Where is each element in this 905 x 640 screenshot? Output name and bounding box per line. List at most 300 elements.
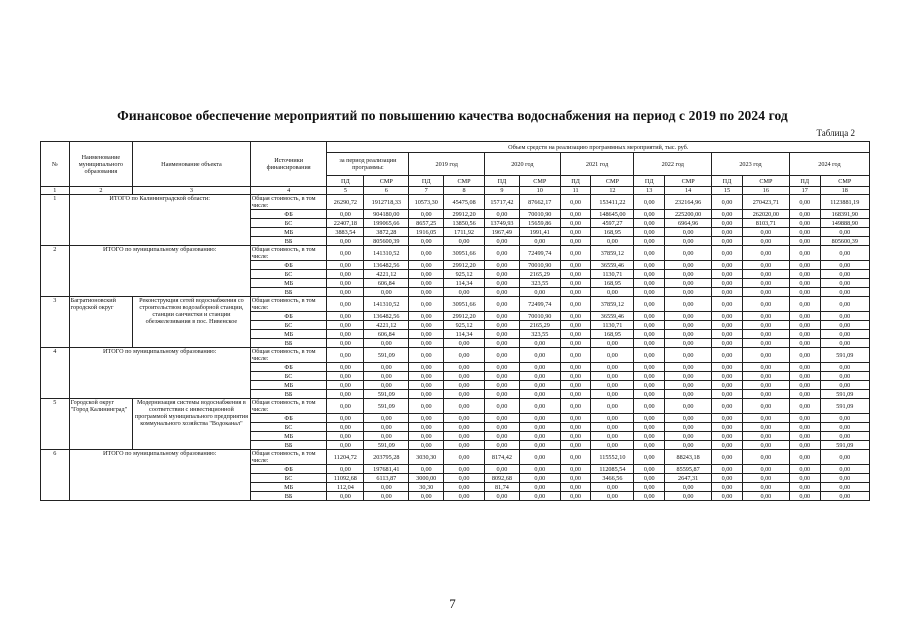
table-cell: 0,00 bbox=[444, 474, 485, 483]
table-cell: 0,00 bbox=[665, 228, 712, 237]
table-cell: 0,00 bbox=[742, 363, 789, 372]
table-cell: 0,00 bbox=[327, 246, 364, 261]
table-cell: 0,00 bbox=[789, 288, 820, 297]
table-cell: 0,00 bbox=[712, 228, 743, 237]
table-cell: 0,00 bbox=[712, 312, 743, 321]
table-cell: 0,00 bbox=[485, 339, 520, 348]
table-cell: 0,00 bbox=[634, 450, 665, 465]
table-cell: 85595,87 bbox=[665, 465, 712, 474]
table-cell: 1130,71 bbox=[591, 321, 634, 330]
row-number: 2 bbox=[41, 246, 70, 297]
table-row bbox=[41, 195, 870, 210]
table-cell: 0,00 bbox=[485, 432, 520, 441]
table-cell: 0,00 bbox=[560, 450, 591, 465]
header-smr: СМР bbox=[742, 176, 789, 187]
table-cell: 0,00 bbox=[789, 432, 820, 441]
table-cell: 0,00 bbox=[519, 381, 560, 390]
table-cell: 0,00 bbox=[634, 219, 665, 228]
table-cell: 168,95 bbox=[591, 279, 634, 288]
funding-source-label: БС bbox=[250, 423, 327, 432]
table-cell: 0,00 bbox=[665, 288, 712, 297]
financing-table bbox=[40, 141, 870, 501]
table-cell: 0,00 bbox=[820, 450, 869, 465]
table-cell: 0,00 bbox=[519, 432, 560, 441]
table-cell: 0,00 bbox=[519, 237, 560, 246]
funding-source-label: ФБ bbox=[250, 414, 327, 423]
table-cell: 0,00 bbox=[634, 195, 665, 210]
table-cell: 0,00 bbox=[364, 381, 409, 390]
table-cell: 0,00 bbox=[519, 423, 560, 432]
table-cell: 0,00 bbox=[591, 381, 634, 390]
table-cell: 1711,92 bbox=[444, 228, 485, 237]
table-cell: 0,00 bbox=[742, 321, 789, 330]
table-cell: 0,00 bbox=[485, 261, 520, 270]
table-cell: 115552,10 bbox=[591, 450, 634, 465]
table-cell: 0,00 bbox=[560, 246, 591, 261]
funding-source-label: МБ bbox=[250, 432, 327, 441]
table-cell: 0,00 bbox=[327, 297, 364, 312]
table-cell: 0,00 bbox=[560, 432, 591, 441]
table-cell: 0,00 bbox=[712, 450, 743, 465]
table-cell: 0,00 bbox=[634, 465, 665, 474]
table-cell: 0,00 bbox=[485, 348, 520, 363]
table-cell: 0,00 bbox=[444, 363, 485, 372]
table-cell: 0,00 bbox=[444, 414, 485, 423]
table-cell: 0,00 bbox=[742, 399, 789, 414]
table-cell: 0,00 bbox=[712, 279, 743, 288]
table-cell: 0,00 bbox=[665, 261, 712, 270]
funding-source-label: МБ bbox=[250, 279, 327, 288]
table-cell: 0,00 bbox=[742, 312, 789, 321]
municipality-name: Городской округ "Город Калининград" bbox=[69, 399, 132, 450]
table-cell: 0,00 bbox=[712, 423, 743, 432]
table-cell: 0,00 bbox=[820, 381, 869, 390]
table-cell: 0,00 bbox=[591, 441, 634, 450]
table-cell: 805600,39 bbox=[364, 237, 409, 246]
table-cell: 0,00 bbox=[712, 270, 743, 279]
table-cell: 0,00 bbox=[591, 414, 634, 423]
table-cell: 0,00 bbox=[789, 297, 820, 312]
table-cell: 29912,20 bbox=[444, 312, 485, 321]
table-cell: 0,00 bbox=[712, 399, 743, 414]
table-cell: 0,00 bbox=[444, 432, 485, 441]
table-cell: 0,00 bbox=[485, 441, 520, 450]
table-cell: 0,00 bbox=[634, 297, 665, 312]
table-cell: 0,00 bbox=[789, 423, 820, 432]
row-number: 5 bbox=[41, 399, 70, 450]
table-cell: 0,00 bbox=[364, 372, 409, 381]
table-cell: 0,00 bbox=[742, 381, 789, 390]
table-cell: 30951,66 bbox=[444, 297, 485, 312]
column-number: 3 bbox=[133, 187, 251, 195]
table-cell: 0,00 bbox=[560, 348, 591, 363]
table-cell: 0,00 bbox=[485, 363, 520, 372]
table-cell: 0,00 bbox=[742, 390, 789, 399]
table-cell: 0,00 bbox=[634, 399, 665, 414]
table-cell: 168391,90 bbox=[820, 210, 869, 219]
table-cell: 0,00 bbox=[560, 339, 591, 348]
table-cell: 0,00 bbox=[560, 399, 591, 414]
row-number: 3 bbox=[41, 297, 70, 348]
table-cell: 0,00 bbox=[327, 465, 364, 474]
table-cell: 0,00 bbox=[519, 372, 560, 381]
funding-source-label: МБ bbox=[250, 228, 327, 237]
table-cell: 0,00 bbox=[560, 483, 591, 492]
table-cell: 0,00 bbox=[789, 339, 820, 348]
table-cell: 0,00 bbox=[560, 219, 591, 228]
table-cell: 29912,20 bbox=[444, 261, 485, 270]
table-cell: 0,00 bbox=[820, 246, 869, 261]
table-cell: 0,00 bbox=[364, 483, 409, 492]
table-cell: 0,00 bbox=[712, 339, 743, 348]
table-cell: 0,00 bbox=[820, 363, 869, 372]
table-cell: 0,00 bbox=[519, 339, 560, 348]
table-cell: 3872,28 bbox=[364, 228, 409, 237]
table-cell: 0,00 bbox=[444, 399, 485, 414]
page-title: Финансовое обеспечение мероприятий по повышению качества водоснабжения на период с 2019 по 2024 год bbox=[117, 108, 788, 123]
table-cell: 0,00 bbox=[820, 372, 869, 381]
column-number: 7 bbox=[409, 187, 444, 195]
column-number: 11 bbox=[560, 187, 591, 195]
table-cell: 11204,72 bbox=[327, 450, 364, 465]
funding-source-label: БС bbox=[250, 321, 327, 330]
table-cell: 1123881,19 bbox=[820, 195, 869, 210]
table-cell: 0,00 bbox=[789, 261, 820, 270]
table-cell: 0,00 bbox=[560, 195, 591, 210]
table-cell: 1967,49 bbox=[485, 228, 520, 237]
table-cell: 0,00 bbox=[634, 288, 665, 297]
funding-source-label: ФБ bbox=[250, 210, 327, 219]
table-cell: 925,12 bbox=[444, 321, 485, 330]
funding-source-label: ФБ bbox=[250, 261, 327, 270]
table-cell: 0,00 bbox=[742, 492, 789, 501]
table-cell: 70010,90 bbox=[519, 312, 560, 321]
table-cell: 0,00 bbox=[485, 210, 520, 219]
funding-source-label: ФБ bbox=[250, 465, 327, 474]
table-cell: 0,00 bbox=[327, 423, 364, 432]
table-cell: 0,00 bbox=[560, 270, 591, 279]
table-cell: 0,00 bbox=[789, 321, 820, 330]
funding-source-label: ВБ bbox=[250, 288, 327, 297]
table-cell: 0,00 bbox=[712, 483, 743, 492]
table-cell: 0,00 bbox=[409, 270, 444, 279]
table-cell: 0,00 bbox=[364, 432, 409, 441]
table-cell: 0,00 bbox=[327, 381, 364, 390]
table-cell: 0,00 bbox=[742, 330, 789, 339]
table-cell: 0,00 bbox=[634, 312, 665, 321]
table-cell: 0,00 bbox=[742, 228, 789, 237]
column-number: 14 bbox=[665, 187, 712, 195]
header-smr: СМР bbox=[364, 176, 409, 187]
table-cell: 0,00 bbox=[327, 261, 364, 270]
table-cell: 591,09 bbox=[364, 399, 409, 414]
table-cell: 168,95 bbox=[591, 330, 634, 339]
table-cell: 0,00 bbox=[712, 219, 743, 228]
table-cell: 0,00 bbox=[789, 450, 820, 465]
table-cell: 0,00 bbox=[789, 237, 820, 246]
table-cell: 0,00 bbox=[591, 492, 634, 501]
table-cell: 323,55 bbox=[519, 330, 560, 339]
funding-source-label: ФБ bbox=[250, 312, 327, 321]
table-cell: 0,00 bbox=[665, 270, 712, 279]
table-cell: 0,00 bbox=[444, 390, 485, 399]
table-cell: 0,00 bbox=[444, 381, 485, 390]
table-cell: 0,00 bbox=[820, 270, 869, 279]
table-cell: 2647,31 bbox=[665, 474, 712, 483]
header-num: № bbox=[41, 142, 70, 187]
table-cell: 0,00 bbox=[665, 237, 712, 246]
table-cell: 0,00 bbox=[409, 261, 444, 270]
table-cell: 0,00 bbox=[485, 237, 520, 246]
table-cell: 0,00 bbox=[742, 432, 789, 441]
header-smr: СМР bbox=[444, 176, 485, 187]
table-cell: 0,00 bbox=[634, 474, 665, 483]
table-cell: 10573,30 bbox=[409, 195, 444, 210]
table-cell: 0,00 bbox=[634, 363, 665, 372]
table-cell: 0,00 bbox=[820, 228, 869, 237]
table-cell: 0,00 bbox=[665, 363, 712, 372]
table-cell: 0,00 bbox=[409, 441, 444, 450]
table-row bbox=[41, 348, 870, 363]
table-cell: 0,00 bbox=[591, 372, 634, 381]
table-cell: 591,09 bbox=[364, 348, 409, 363]
table-cell: 0,00 bbox=[327, 441, 364, 450]
table-cell: 72499,74 bbox=[519, 246, 560, 261]
group-total-label: ИТОГО по муниципальному образованию: bbox=[69, 246, 250, 297]
table-cell: 0,00 bbox=[409, 399, 444, 414]
header-year-2023: 2023 год bbox=[712, 153, 790, 176]
table-cell: 0,00 bbox=[409, 288, 444, 297]
table-cell: 0,00 bbox=[634, 381, 665, 390]
table-cell: 0,00 bbox=[789, 279, 820, 288]
table-cell: 0,00 bbox=[560, 492, 591, 501]
table-cell: 0,00 bbox=[327, 399, 364, 414]
table-cell: 0,00 bbox=[591, 348, 634, 363]
table-cell: 0,00 bbox=[789, 399, 820, 414]
table-cell: 0,00 bbox=[591, 363, 634, 372]
table-cell: 36559,46 bbox=[591, 312, 634, 321]
column-number: 5 bbox=[327, 187, 364, 195]
table-cell: 0,00 bbox=[789, 219, 820, 228]
table-cell: 0,00 bbox=[665, 372, 712, 381]
table-cell: 591,09 bbox=[364, 390, 409, 399]
table-cell: 0,00 bbox=[327, 432, 364, 441]
table-cell: 0,00 bbox=[409, 348, 444, 363]
table-cell: 1130,71 bbox=[591, 270, 634, 279]
table-cell: 0,00 bbox=[409, 390, 444, 399]
table-cell: 0,00 bbox=[519, 474, 560, 483]
table-cell: 0,00 bbox=[820, 423, 869, 432]
header-pd: ПД bbox=[560, 176, 591, 187]
table-cell: 15659,86 bbox=[519, 219, 560, 228]
funding-source-label: ВБ bbox=[250, 492, 327, 501]
table-cell: 0,00 bbox=[409, 492, 444, 501]
funding-source-label: ВБ bbox=[250, 390, 327, 399]
header-sources: Источники финансирования bbox=[250, 142, 327, 187]
table-cell: 0,00 bbox=[591, 237, 634, 246]
table-cell: 0,00 bbox=[560, 414, 591, 423]
funding-source-label: ВБ bbox=[250, 237, 327, 246]
table-cell: 591,09 bbox=[820, 441, 869, 450]
table-cell: 0,00 bbox=[327, 237, 364, 246]
table-cell: 323,55 bbox=[519, 279, 560, 288]
table-cell: 225200,00 bbox=[665, 210, 712, 219]
table-cell: 0,00 bbox=[820, 312, 869, 321]
table-cell: 0,00 bbox=[742, 483, 789, 492]
table-cell: 0,00 bbox=[789, 228, 820, 237]
table-cell: 0,00 bbox=[665, 348, 712, 363]
table-cell: 0,00 bbox=[409, 465, 444, 474]
column-number: 13 bbox=[634, 187, 665, 195]
table-cell: 0,00 bbox=[444, 423, 485, 432]
table-cell: 0,00 bbox=[712, 348, 743, 363]
table-cell: 0,00 bbox=[444, 339, 485, 348]
table-cell: 0,00 bbox=[742, 270, 789, 279]
table-cell: 0,00 bbox=[742, 423, 789, 432]
group-total-label: ИТОГО по муниципальному образованию: bbox=[69, 348, 250, 399]
header-pd: ПД bbox=[712, 176, 743, 187]
table-cell: 0,00 bbox=[485, 423, 520, 432]
table-cell: 0,00 bbox=[519, 483, 560, 492]
table-cell: 0,00 bbox=[665, 297, 712, 312]
funding-source-label: ФБ bbox=[250, 363, 327, 372]
table-cell: 0,00 bbox=[519, 390, 560, 399]
header-smr: СМР bbox=[519, 176, 560, 187]
table-cell: 0,00 bbox=[560, 261, 591, 270]
table-cell: 0,00 bbox=[789, 312, 820, 321]
table-cell: 8174,42 bbox=[485, 450, 520, 465]
table-cell: 606,84 bbox=[364, 279, 409, 288]
table-cell: 0,00 bbox=[485, 330, 520, 339]
funding-source-label: БС bbox=[250, 372, 327, 381]
table-cell: 37859,12 bbox=[591, 246, 634, 261]
table-cell: 1912718,33 bbox=[364, 195, 409, 210]
table-cell: 2165,29 bbox=[519, 321, 560, 330]
table-cell: 1991,41 bbox=[519, 228, 560, 237]
table-cell: 6113,87 bbox=[364, 474, 409, 483]
column-number: 9 bbox=[485, 187, 520, 195]
table-cell: 0,00 bbox=[712, 261, 743, 270]
table-cell: 591,09 bbox=[820, 399, 869, 414]
table-cell: 0,00 bbox=[409, 363, 444, 372]
table-cell: 0,00 bbox=[560, 465, 591, 474]
table-cell: 26290,72 bbox=[327, 195, 364, 210]
table-cell: 0,00 bbox=[712, 465, 743, 474]
header-year-2024: 2024 год bbox=[789, 153, 869, 176]
table-cell: 0,00 bbox=[560, 297, 591, 312]
table-cell: 591,09 bbox=[820, 390, 869, 399]
table-cell: 0,00 bbox=[519, 492, 560, 501]
table-cell: 0,00 bbox=[327, 372, 364, 381]
table-cell: 0,00 bbox=[560, 288, 591, 297]
funding-source-label: МБ bbox=[250, 381, 327, 390]
table-cell: 0,00 bbox=[634, 210, 665, 219]
header-pd: ПД bbox=[409, 176, 444, 187]
column-number: 1 bbox=[41, 187, 70, 195]
table-cell: 0,00 bbox=[820, 432, 869, 441]
table-cell: 0,00 bbox=[820, 414, 869, 423]
table-cell: 0,00 bbox=[327, 492, 364, 501]
table-cell: 0,00 bbox=[485, 381, 520, 390]
table-cell: 0,00 bbox=[327, 339, 364, 348]
table-cell: 0,00 bbox=[742, 441, 789, 450]
table-cell: 0,00 bbox=[820, 474, 869, 483]
table-cell: 4221,12 bbox=[364, 270, 409, 279]
table-cell: 925,12 bbox=[444, 270, 485, 279]
table-cell: 0,00 bbox=[409, 423, 444, 432]
table-cell: 88243,18 bbox=[665, 450, 712, 465]
table-cell: 0,00 bbox=[634, 390, 665, 399]
table-cell: 0,00 bbox=[634, 372, 665, 381]
table-cell: 45475,08 bbox=[444, 195, 485, 210]
table-cell: 3883,54 bbox=[327, 228, 364, 237]
row-number: 1 bbox=[41, 195, 70, 246]
table-cell: 0,00 bbox=[789, 210, 820, 219]
table-cell: 0,00 bbox=[665, 390, 712, 399]
table-cell: 0,00 bbox=[327, 312, 364, 321]
table-cell: 0,00 bbox=[444, 237, 485, 246]
table-cell: 0,00 bbox=[327, 279, 364, 288]
column-number: 2 bbox=[69, 187, 132, 195]
table-cell: 0,00 bbox=[712, 237, 743, 246]
table-cell: 0,00 bbox=[634, 246, 665, 261]
funding-source-label: Общая стоимость, в том числе: bbox=[250, 195, 327, 210]
table-cell: 70010,90 bbox=[519, 261, 560, 270]
table-cell: 0,00 bbox=[364, 363, 409, 372]
table-cell: 0,00 bbox=[444, 372, 485, 381]
funding-source-label: ВБ bbox=[250, 339, 327, 348]
table-cell: 0,00 bbox=[560, 321, 591, 330]
table-cell: 0,00 bbox=[634, 414, 665, 423]
table-cell: 112085,54 bbox=[591, 465, 634, 474]
table-cell: 0,00 bbox=[327, 321, 364, 330]
table-cell: 30,30 bbox=[409, 483, 444, 492]
table-cell: 0,00 bbox=[789, 381, 820, 390]
header-pd: ПД bbox=[789, 176, 820, 187]
column-number: 8 bbox=[444, 187, 485, 195]
table-cell: 0,00 bbox=[820, 297, 869, 312]
table-cell: 0,00 bbox=[712, 492, 743, 501]
table-cell: 232164,96 bbox=[665, 195, 712, 210]
table-cell: 0,00 bbox=[560, 381, 591, 390]
table-cell: 0,00 bbox=[789, 348, 820, 363]
table-row bbox=[41, 450, 870, 465]
table-cell: 0,00 bbox=[560, 474, 591, 483]
table-cell: 0,00 bbox=[665, 381, 712, 390]
table-cell: 0,00 bbox=[742, 246, 789, 261]
table-cell: 72499,74 bbox=[519, 297, 560, 312]
table-cell: 904180,00 bbox=[364, 210, 409, 219]
table-cell: 199065,66 bbox=[364, 219, 409, 228]
table-cell: 0,00 bbox=[444, 483, 485, 492]
header-period-total: за период реализации программы: bbox=[327, 153, 409, 176]
table-cell: 0,00 bbox=[665, 279, 712, 288]
table-cell: 0,00 bbox=[820, 330, 869, 339]
table-cell: 0,00 bbox=[634, 339, 665, 348]
table-cell: 0,00 bbox=[519, 348, 560, 363]
table-cell: 0,00 bbox=[409, 330, 444, 339]
table-cell: 0,00 bbox=[485, 399, 520, 414]
table-cell: 0,00 bbox=[560, 279, 591, 288]
funding-source-label: БС bbox=[250, 270, 327, 279]
header-object: Наименование объекта bbox=[133, 142, 251, 187]
table-cell: 0,00 bbox=[820, 339, 869, 348]
funding-source-label: Общая стоимость, в том числе: bbox=[250, 450, 327, 465]
table-cell: 0,00 bbox=[560, 423, 591, 432]
table-cell: 0,00 bbox=[327, 390, 364, 399]
table-cell: 0,00 bbox=[742, 372, 789, 381]
header-year-2020: 2020 год bbox=[485, 153, 561, 176]
